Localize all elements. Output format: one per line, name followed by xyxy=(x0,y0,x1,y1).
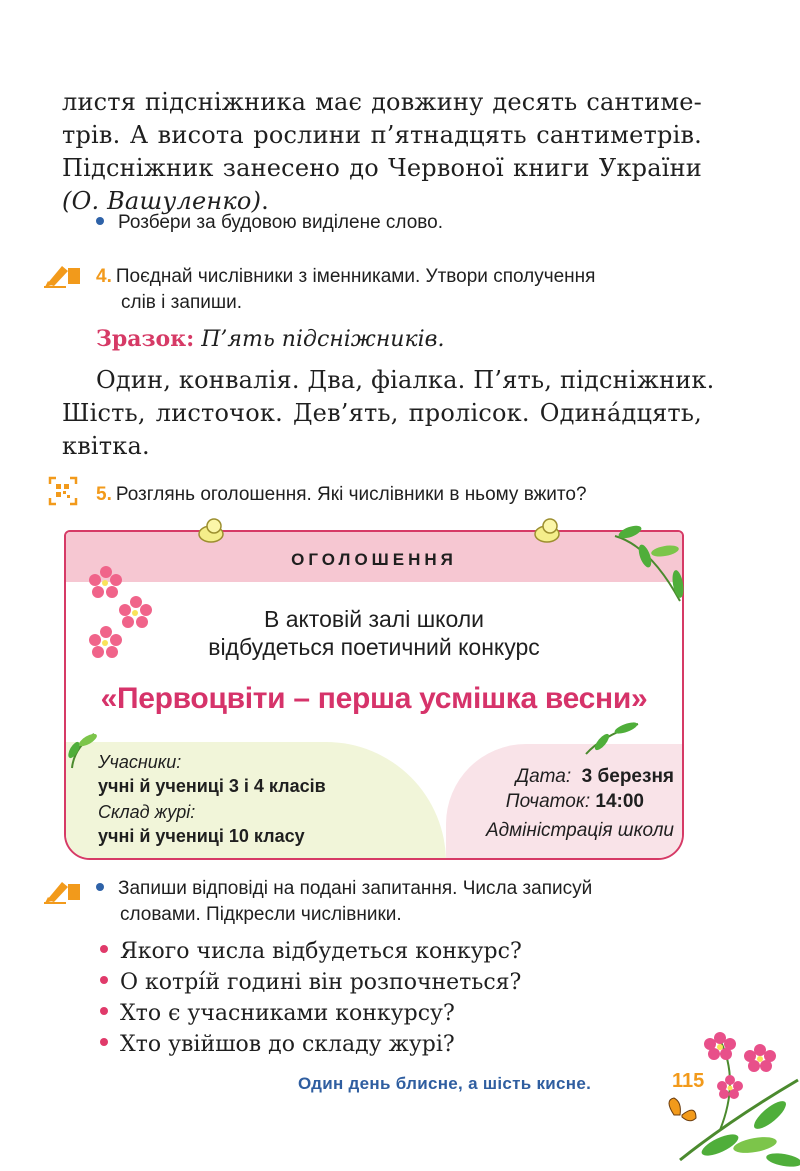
flower-branch-icon xyxy=(660,1020,800,1171)
task-4 xyxy=(96,264,696,316)
jury-label: Склад журі: xyxy=(98,802,196,822)
start-label: Початок: xyxy=(505,791,591,812)
signature: Адміністрація школи xyxy=(485,820,674,841)
bullet-dot xyxy=(100,976,108,984)
task-4-text-line2: слів і запиши. xyxy=(121,292,242,313)
date-label: Дата: xyxy=(515,766,572,787)
footer-proverb: Один день блисне, а шість кисне. xyxy=(298,1074,592,1093)
announcement-line-2: відбудеться поетичний конкурс xyxy=(208,634,540,660)
task-5 xyxy=(96,482,696,508)
paragraph-2-line-2: Шість, листочок. Дев’ять, пролісок. Одина́дцять, xyxy=(62,399,702,427)
questions-list xyxy=(100,936,522,1060)
paragraph-1 xyxy=(62,86,702,218)
bullet-1-text: Розбери за будовою виділене слово. xyxy=(118,212,444,233)
page-number: 115 xyxy=(672,1070,705,1092)
bullet-dot xyxy=(100,945,108,953)
jury-value: учні й учениці 10 класу xyxy=(98,826,305,846)
author-period: . xyxy=(261,187,269,215)
announcement-title: ОГОЛОШЕННЯ xyxy=(291,550,457,569)
bullet-dot xyxy=(96,883,104,891)
participants-block xyxy=(98,750,326,848)
paragraph-1-line-2: трів. А висота рослини п’ятнадцять сантиметрів. xyxy=(62,121,702,149)
pushpin-icon-left xyxy=(194,514,228,548)
announcement-slogan: «Первоцвіти – перша усмішка весни» xyxy=(100,682,648,715)
bullet-instruction-2 xyxy=(96,876,592,928)
writing-hand-icon xyxy=(44,262,82,288)
question-item xyxy=(100,1029,522,1060)
participants-label: Учасники: xyxy=(98,752,182,772)
writing-hand-icon-2 xyxy=(44,878,82,904)
bullet-dot xyxy=(100,1007,108,1015)
question-text: О котрі́й годині він розпочнеться? xyxy=(120,970,522,995)
announcement-line-1: В актовій залі школи xyxy=(263,606,485,632)
bullet-dot xyxy=(100,1038,108,1046)
sample-line xyxy=(96,326,444,352)
task-5-number: 5. xyxy=(96,484,112,505)
question-item xyxy=(100,998,522,1029)
leaves-icon-right-middle xyxy=(582,716,642,756)
paragraph-2 xyxy=(62,364,715,463)
bullet-2-line1: Запиши відповіді на подані запитання. Числа записуй xyxy=(118,878,593,899)
author-credit: (О. Вашуленко) xyxy=(62,187,262,215)
bullet-2-line2: словами. Підкресли числівники. xyxy=(120,904,402,925)
question-item xyxy=(100,967,522,998)
participants-value: учні й учениці 3 і 4 класів xyxy=(98,776,326,796)
paragraph-2-line-1: Один, конвалія. Два, фіалка. П’ять, підсніжник. xyxy=(96,366,715,394)
question-text: Якого числа відбудеться конкурс? xyxy=(120,939,522,964)
qr-code-icon xyxy=(48,476,78,506)
bullet-dot xyxy=(96,217,104,225)
date-block xyxy=(486,764,674,843)
start-value: 14:00 xyxy=(595,791,644,812)
paragraph-2-line-3: квітка. xyxy=(62,432,150,460)
paragraph-1-line-3: Підсніжник занесено до Червоної книги України xyxy=(62,154,702,182)
leaves-icon-top-right xyxy=(610,516,690,606)
announcement-card xyxy=(64,530,684,860)
flowers-icon-left xyxy=(86,562,156,666)
bullet-instruction-1 xyxy=(96,210,443,236)
leaves-icon-bottom-left xyxy=(64,730,108,770)
date-value: 3 березня xyxy=(581,766,674,787)
sample-label: Зразок: xyxy=(96,326,195,352)
paragraph-1-line-1: листя підсніжника має довжину десять сантиме- xyxy=(62,88,702,116)
task-5-text: Розглянь оголошення. Які числівники в ньому вжито? xyxy=(115,484,587,505)
task-4-text-line1: Поєднай числівники з іменниками. Утвори сполучення xyxy=(115,266,596,287)
question-text: Хто є учасниками конкурсу? xyxy=(120,1001,455,1026)
question-text: Хто увійшов до складу журі? xyxy=(120,1032,455,1057)
pushpin-icon-right xyxy=(530,514,564,548)
sample-text: П’ять підсніжників. xyxy=(201,327,445,352)
task-4-number: 4. xyxy=(96,266,112,287)
question-item xyxy=(100,936,522,967)
